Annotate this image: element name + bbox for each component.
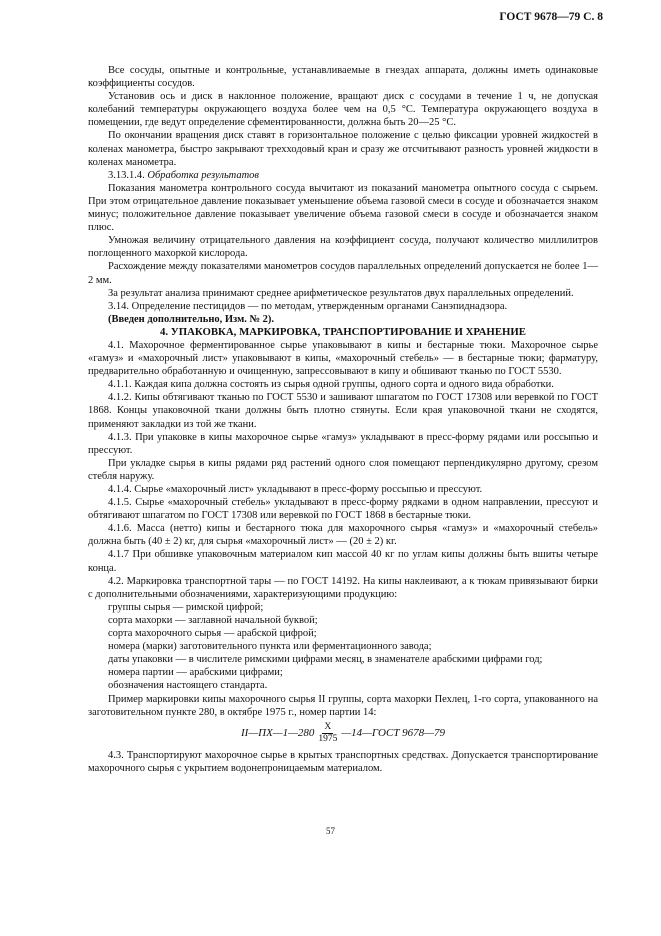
marking-formula [88, 722, 598, 745]
list-item: группы сырья — римской цифрой; [108, 601, 264, 613]
paragraph: Расхождение между показателями манометров сосудов параллельных определений допускается не более 1—2 мм. [88, 261, 598, 286]
document-body [88, 64, 598, 775]
paragraph: При укладке сырья в кипы рядами ряд растений одного слоя помещают перпендикулярно другому, срезом стебля наружу. [88, 457, 598, 482]
section-heading: 4. УПАКОВКА, МАРКИРОВКА, ТРАНСПОРТИРОВАНИЕ И ХРАНЕНИЕ [159, 325, 527, 338]
list-item: номера (марки) заготовительного пункта или ферментационного завода; [108, 641, 432, 653]
paragraph: 4.2. Маркировка транспортной тары — по ГОСТ 14192. На кипы наклеивают, а к тюкам привязывают бирки с дополнительными обозначениями, характеризующими продукцию: [88, 575, 598, 600]
page-number: 57 [326, 826, 335, 836]
paragraph: 4.1.4. Сырье «махорочный лист» укладывают в пресс-форму россыпью и прессуют. [108, 484, 483, 495]
paragraph: Пример маркировки кипы махорочного сырья II группы, сорта махорки Пехлец, 1-го сорта, упакованного на заготовительном пункте 280, в октябре 1975 г., номер партии 14: [88, 693, 598, 718]
paragraph: Установив ось и диск в наклонное положение, вращают диск с сосудами в течение 1 ч, не допуская колебаний температуры окружающего воздуха более чем на 0,5 °С. Температура окружающего воздуха в помещении, где ведут определение сфементированности, должна быть 20—25 °С. [88, 91, 598, 129]
page-header: ГОСТ 9678—79 С. 8 [499, 11, 603, 23]
paragraph: 4.1.3. При упаковке в кипы махорочное сырье «гамуз» укладывают в пресс-форму рядами или россыпью и прессуют. [88, 431, 598, 456]
paragraph: 4.1.6. Масса (нетто) кипы и бестарного тюка для махорочного сырья «гамуз» и «махорочный стебель» должна быть (40 ± 2) кг, для сырья «махорочный лист» — (20 ± 2) кг. [88, 523, 598, 548]
paragraph: 4.3. Транспортируют махорочное сырье в крытых транспортных средствах. Допускается транспортирование махорочного сырья с укрытием водонепроницаемым материалом. [88, 749, 598, 774]
formula-fraction [316, 722, 339, 745]
list-item: обозначения настоящего стандарта. [108, 680, 268, 692]
list-item: сорта махорочного сырья — арабской цифрой; [108, 628, 317, 640]
list-item: номера партии — арабскими цифрами; [108, 667, 283, 679]
paragraph: 4.1.5. Сырье «махорочный стебель» укладывают в пресс-форму рядками в одном направлении, прессуют и обтягивают шпагатом по ГОСТ 17308 или веревкой по ГОСТ 1868 в бестарные тюки. [88, 497, 598, 522]
list-item: даты упаковки — в числителе римскими цифрами месяц, в знаменателе арабскими цифрами год; [108, 654, 543, 666]
paragraph: Показания манометра контрольного сосуда вычитают из показаний манометра опытного сосуда с сырьем. При этом отрицательное давление показывает уменьшение объема газовой смеси в сосуде и обозначается знаком минус; положительное давление показывает увеличение объема газовой смеси в сосуде и обозначается знаком плюс. [88, 182, 598, 234]
formula-numerator: X [324, 721, 332, 732]
subsection-title: Обработка результатов [147, 169, 259, 181]
paragraph: 3.14. Определение пестицидов — по методам, утвержденным органами Санэпиднадзора. [108, 300, 508, 312]
paragraph: Умножая величину отрицательного давления на коэффициент сосуда, получают количество миллилитров поглощенного махоркой кислорода. [88, 235, 598, 260]
paragraph: По окончании вращения диск ставят в горизонтальное положение с целью фиксации уровней жидкостей в коленах манометра, быстро закрывают трехходовый кран и сразу же отсчитывают разность уровней жидкости в коленах манометра. [88, 130, 598, 168]
paragraph: 4.1.7 При обшивке упаковочным материалом кип массой 40 кг по углам кипы должны быть вшиты четыре конца. [88, 549, 598, 574]
subsection-heading [88, 169, 598, 182]
paragraph: 4.1.2. Кипы обтягивают тканью по ГОСТ 5530 и зашивают шпагатом по ГОСТ 17308 или веревкой по ГОСТ 1868. Концы упаковочной ткани должны быть плотно стянуты. Если края упаковочной ткани не сходятся, применяют закладки из той же ткани. [88, 392, 598, 430]
paragraph: За результат анализа принимают среднее арифметическое результатов двух параллельных определений. [108, 287, 574, 299]
formula-denominator: 1975 [318, 733, 338, 744]
paragraph: 4.1. Махорочное ферментированное сырье упаковывают в кипы и бестарные тюки. Махорочное сырье «гамуз» и «махорочный лист» упаковывают в кипы, «махорочный стебель» — в бестарные тюки; фарматуру, предварительно обработанную и очищенную, запрессовывают в кипу и обшивают тканью по ГОСТ 5530. [88, 339, 598, 378]
formula-left: II—ПХ—1—280 [241, 726, 315, 739]
subsection-number: 3.13.1.4. [108, 169, 145, 181]
amendment-note: (Введен дополнительно, Изм. № 2). [108, 313, 275, 325]
paragraph: Все сосуды, опытные и контрольные, устанавливаемые в гнездах аппарата, должны иметь одинаковые коэффициенты сосудов. [88, 65, 598, 90]
formula-right: —14—ГОСТ 9678—79 [341, 726, 445, 739]
paragraph: 4.1.1. Каждая кипа должна состоять из сырья одной группы, одного сорта и одного вида обработки. [108, 379, 554, 391]
list-item: сорта махорки — заглавной начальной буквой; [108, 614, 318, 626]
